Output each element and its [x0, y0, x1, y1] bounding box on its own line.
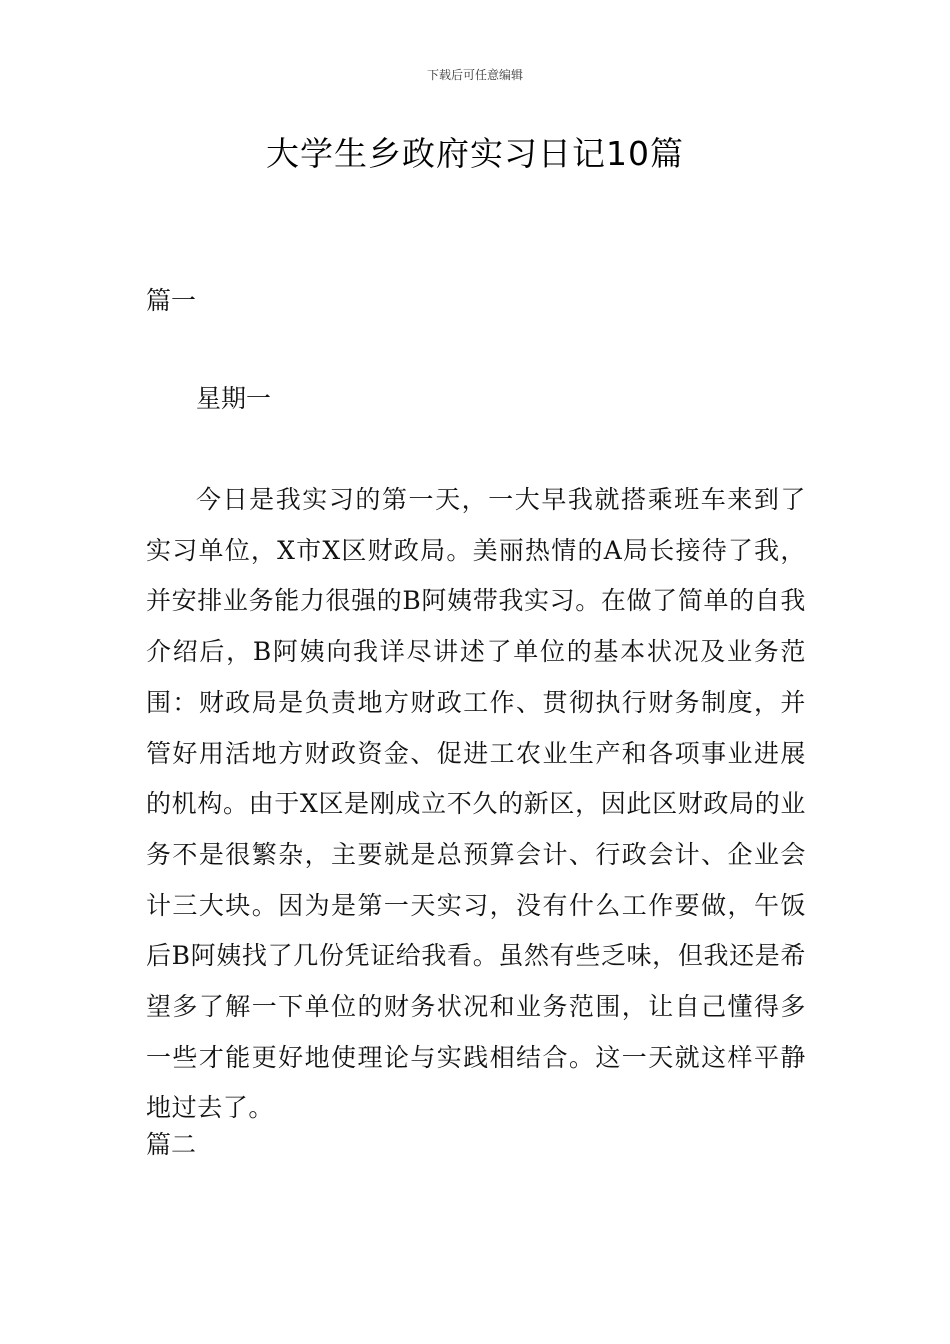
section-label-2: 篇二	[146, 1130, 197, 1159]
day-label: 星期一	[196, 384, 272, 413]
section-label-1: 篇一	[146, 286, 197, 315]
header-note: 下载后可任意编辑	[426, 68, 523, 82]
document-title: 大学生乡政府实习日记10篇	[266, 134, 684, 173]
section-1-paragraph: 今日是我实习的第一天，一大早我就搭乘班车来到了实习单位，X市X区财政局。美丽热情的A局长接待了我，并安排业务能力很强的B阿姨带我实习。在做了简单的自我介绍后，B阿姨向我详尽讲述了单位的基本状况及业务范围：财政局是负责地方财政工作、贯彻执行财务制度，并管好用活地方财政资金、促进工农业生产和各项事业进展的机构。由于X区是刚成立不久的新区，因此区财政局的业务不是很繁杂，主要就是总预算会计、行政会计、企业会计三大块。因为是第一天实习，没有什么工作要做，午饭后B阿姨找了几份凭证给我看。虽然有些乏味，但我还是希望多了解一下单位的财务状况和业务范围，让自己懂得多一些才能更好地使理论与实践相结合。这一天就这样平静地过去了。	[146, 485, 806, 1123]
